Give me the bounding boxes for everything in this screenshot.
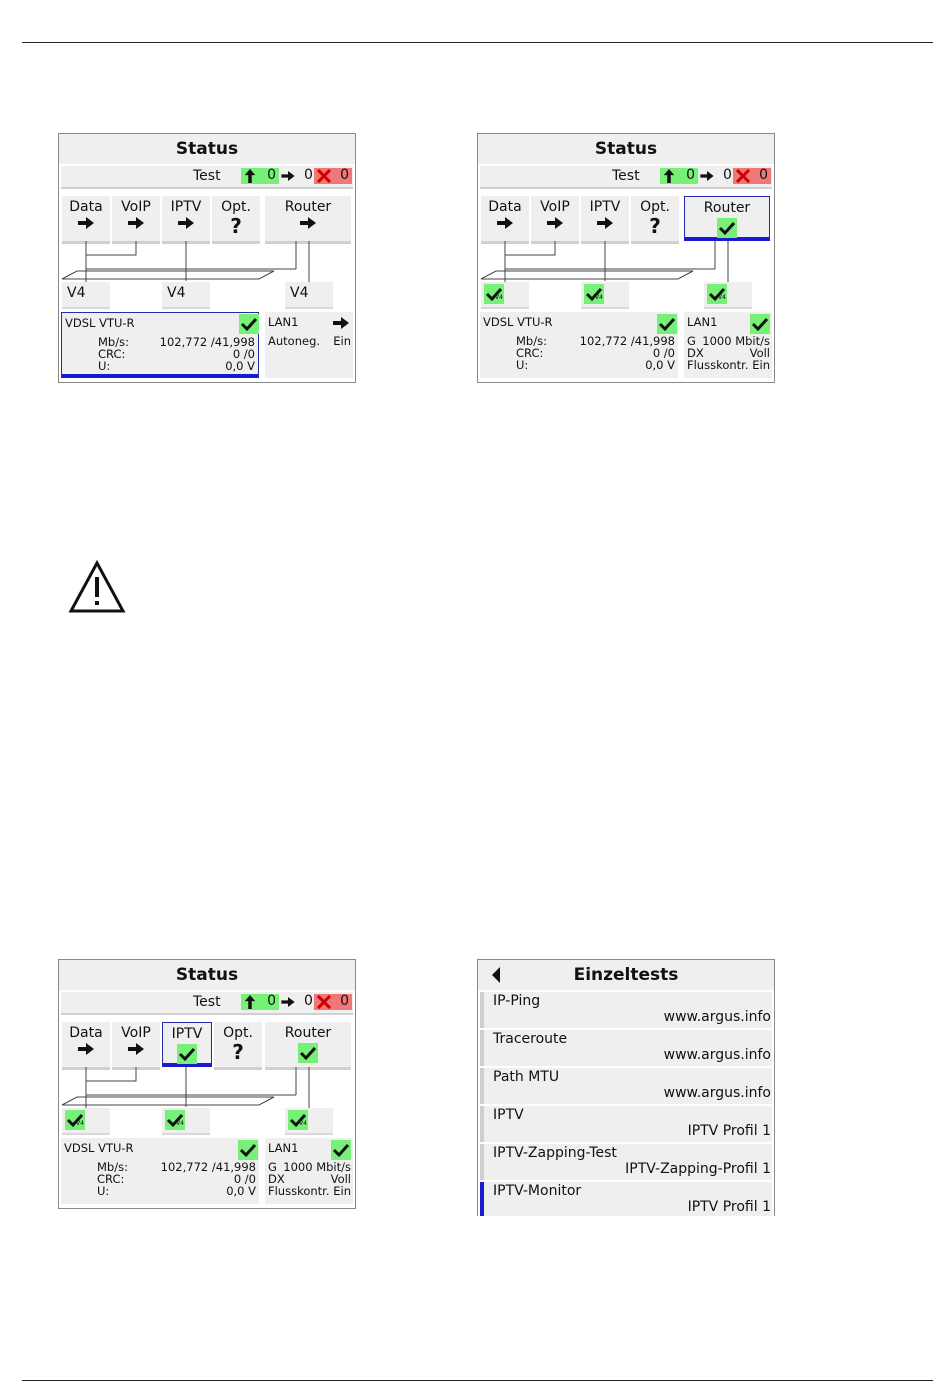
fail-badge: 0: [733, 168, 771, 184]
right-arrow-icon: [547, 217, 563, 229]
fail-count: 0: [340, 167, 349, 183]
up-arrow-icon: [660, 168, 678, 184]
question-icon: ?: [649, 214, 661, 238]
bottom-rule: [22, 1380, 933, 1381]
iptv-button[interactable]: IPTV: [162, 196, 210, 244]
einzeltests-screen: [477, 959, 775, 1216]
iptv-button[interactable]: IPTV: [581, 196, 629, 244]
router-v4-box: V4: [704, 282, 752, 309]
list-item-iptv-monitor[interactable]: IPTV-Monitor IPTV Profil 1: [480, 1182, 772, 1216]
test-summary[interactable]: Test 0 0 0: [480, 166, 772, 189]
status-screen-2: [477, 133, 775, 383]
list-item-path-mtu[interactable]: Path MTU www.argus.info: [480, 1068, 772, 1104]
x-icon: [736, 169, 750, 183]
vdsl-panel[interactable]: VDSL VTU-R Mb/s: 102,772 /41,998 CRC: 0 /0 U: 0,0 V: [61, 312, 259, 378]
vdsl-panel[interactable]: VDSL VTU-R Mb/s: 102,772 /41,998 CRC: 0 /0 U: 0,0 V: [61, 1138, 259, 1204]
list-item-iptv-zapping-test[interactable]: IPTV-Zapping-Test IPTV-Zapping-Profil 1: [480, 1144, 772, 1180]
question-icon: ?: [230, 214, 242, 238]
test-summary[interactable]: [61, 166, 353, 189]
right-arrow-icon: [700, 171, 714, 181]
data-v4-box: V4: [62, 282, 110, 309]
iptv-v4-box: V4: [162, 282, 210, 309]
x-icon: [317, 169, 331, 183]
voip-button[interactable]: VoIP: [531, 196, 579, 244]
data-v4-box: V4: [481, 282, 529, 309]
checkmark-icon: [657, 314, 677, 334]
pass-count: 0: [267, 167, 276, 183]
right-arrow-icon: [281, 171, 295, 181]
list-item-iptv[interactable]: IPTV IPTV Profil 1: [480, 1106, 772, 1142]
checkmark-icon: [177, 1044, 197, 1064]
right-arrow-icon: [78, 217, 94, 229]
checkmark-icon: [238, 1140, 258, 1160]
question-icon: ?: [232, 1040, 244, 1064]
iptv-v4-box: V4: [162, 1108, 210, 1135]
data-button[interactable]: Data: [62, 196, 110, 244]
right-arrow-icon: [597, 217, 613, 229]
x-icon: [317, 995, 331, 1009]
opt-button[interactable]: Opt. ?: [212, 196, 260, 244]
warning-triangle-icon: [68, 560, 126, 614]
right-arrow-icon: [281, 997, 295, 1007]
opt-button[interactable]: Opt. ?: [631, 196, 679, 244]
vdsl-panel[interactable]: VDSL VTU-R Mb/s: 102,772 /41,998 CRC: 0 /0 U: 0,0 V: [480, 312, 678, 378]
voip-button[interactable]: VoIP: [112, 196, 160, 244]
screen-title: Status: [478, 134, 774, 164]
router-v4-box: V4: [285, 1108, 333, 1135]
list-header: [478, 960, 774, 990]
test-summary[interactable]: Test 0 0 0: [61, 992, 353, 1015]
vdsl-title: VDSL VTU-R: [65, 316, 135, 330]
checkmark-icon: [298, 1043, 318, 1063]
checkmark-icon: [331, 1140, 351, 1160]
up-arrow-icon: [241, 994, 259, 1010]
lan-panel[interactable]: LAN1 G 1000 Mbit/s DX Voll Flusskontr. Ein: [684, 312, 772, 378]
checkmark-icon: [717, 218, 737, 238]
checkmark-icon: [239, 314, 259, 334]
voip-button[interactable]: VoIP: [112, 1022, 160, 1070]
data-button[interactable]: Data: [481, 196, 529, 244]
checkmark-icon: [750, 314, 770, 334]
iptv-v4-box: V4: [581, 282, 629, 309]
lan-panel[interactable]: LAN1 G 1000 Mbit/s DX Voll Flusskontr. Ein: [265, 1138, 353, 1204]
opt-button[interactable]: Opt. ?: [214, 1022, 262, 1070]
right-arrow-icon: [333, 317, 349, 329]
data-v4-box: V4: [62, 1108, 110, 1135]
data-button[interactable]: Data: [62, 1022, 110, 1070]
list-item-traceroute[interactable]: Traceroute www.argus.info: [480, 1030, 772, 1066]
fail-badge: 0: [314, 994, 352, 1010]
status-screen-3: [58, 959, 356, 1209]
lan-panel[interactable]: LAN1 Autoneg. Ein: [265, 312, 353, 378]
screen-title: Status: [59, 960, 355, 990]
router-button[interactable]: Router: [265, 1022, 351, 1070]
iptv-button[interactable]: IPTV: [162, 1022, 212, 1067]
pass-badge: 0: [241, 994, 279, 1010]
top-rule: [22, 42, 933, 43]
test-label: Test: [193, 168, 221, 184]
router-v4-box: V4: [285, 282, 333, 309]
right-arrow-icon: [128, 217, 144, 229]
right-arrow-icon: [78, 1043, 94, 1055]
router-button[interactable]: Router: [265, 196, 351, 244]
status-screen-1: [58, 133, 356, 383]
back-arrow-icon[interactable]: [492, 967, 502, 983]
list-title: Einzeltests: [573, 965, 679, 985]
pass-badge: [241, 168, 279, 184]
screen-title: Status: [59, 134, 355, 164]
list-item-ip-ping[interactable]: IP-Ping www.argus.info: [480, 992, 772, 1028]
up-arrow-icon: [241, 168, 259, 184]
right-arrow-icon: [128, 1043, 144, 1055]
right-arrow-icon: [178, 217, 194, 229]
fail-badge: [314, 168, 352, 184]
pass-badge: 0: [660, 168, 698, 184]
right-arrow-icon: [300, 217, 316, 229]
right-arrow-icon: [497, 217, 513, 229]
running-count: 0: [304, 167, 313, 183]
router-button[interactable]: Router: [684, 196, 770, 241]
